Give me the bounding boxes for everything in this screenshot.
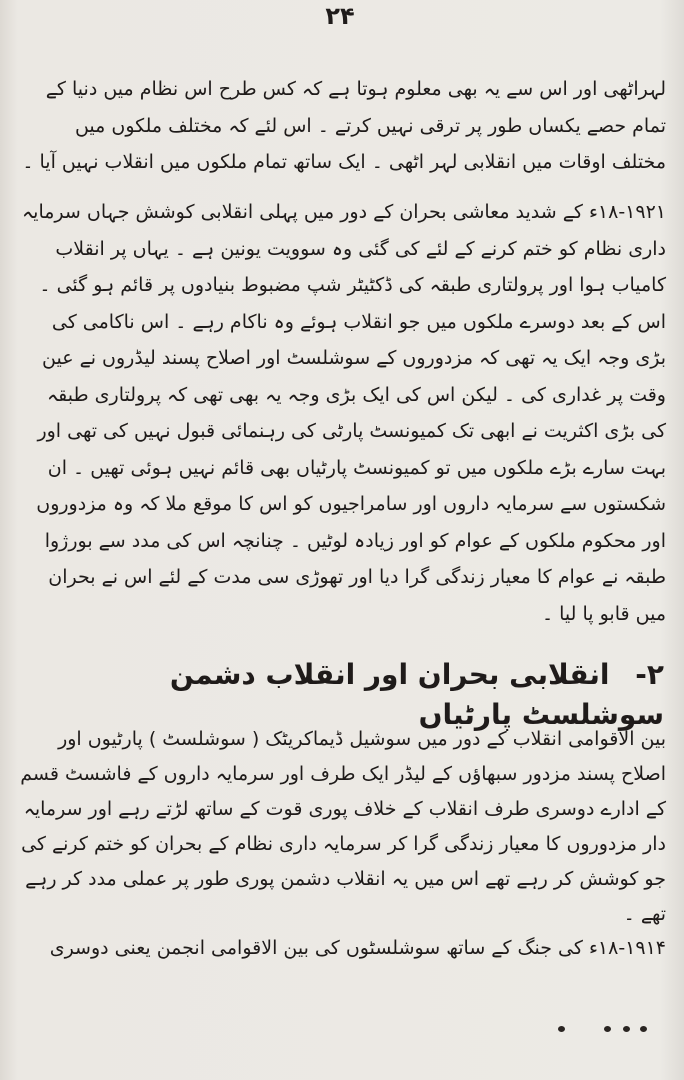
section-heading-title: انقلابی بحران اور انقلاب دشمن سوشلسٹ پارٹیاں bbox=[169, 658, 664, 731]
page-number: ۲۴ bbox=[325, 2, 355, 30]
section-heading-number: ۲- bbox=[635, 658, 664, 691]
ink-speck bbox=[623, 1026, 630, 1032]
ink-speck bbox=[558, 1026, 565, 1032]
paragraph-2: ۱۸-۱۹۲۱ء کے شدید معاشی بحران کے دور میں پہلی انقلابی کوشش جہاں سرمایہ داری نظام کو ختم کرنے کے لئے کی گئی وہ سوویت یونین ہے ۔ یہاں پر انقلاب کامیاب ہوا اور پرولتاری طبقہ کی ڈکٹیٹر شپ مضبوط بنیادوں پر قائم ہو گئی ۔ اس کے بعد دوسرے ملکوں میں جو انقلاب ہوئے وہ ناکام رہے ۔ اس ناکامی کی بڑی وجہ ایک یہ تھی کہ مزدوروں کے سوشلسٹ اور اصلاح پسند لیڈروں نے عین وقت پر غداری کی ۔ لیکن اس کی ایک بڑی وجہ یہ بھی تھی کہ پرولتاری طبقہ کی بڑی اکثریت نے ابھی تک کمیونسٹ پارٹی کی رہنمائی قبول نہیں کی تھی اور بہت سارے بڑے ملکوں میں تو کمیونسٹ پارٹیاں بھی قائم نہیں ہوئی تھیں ۔ ان شکستوں سے سرمایہ داروں اور سامراجیوں کو اس کا موقع ملا کہ وہ مزدوروں اور محکوم ملکوں کے عوام کو اور زیادہ لوٹیں ۔ چنانچہ اس کی مدد سے بورژوا طبقہ نے عوام کا معیار زندگی گرا دیا اور تھوڑی سی مدت کے لئے اس نے بحران میں قابو پا لیا ۔ bbox=[22, 201, 666, 625]
ink-speck bbox=[640, 1026, 647, 1032]
paragraph-1: لہراٹھی اور اس سے یہ بھی معلوم ہوتا ہے کہ کس طرح اس نظام میں دنیا کے تمام حصے یکساں طور پر ترقی نہیں کرتے ۔ اس لئے کہ مختلف ملکوں میں مختلف اوقات میں انقلابی لہر اٹھی ۔ ایک ساتھ تمام ملکوں میں انقلاب نہیں آیا ۔ bbox=[22, 78, 666, 173]
paragraph-3: بین الاقوامی انقلاب کے دور میں سوشیل ڈیماکریٹک ( سوشلسٹ ) پارٹیوں اور اصلاح پسند مزدور سبھاؤں کے لیڈر ایک طرف اور سرمایہ داروں کے فاشسٹ قسم کے ادارے دوسری طرف انقلاب کے خلاف پوری قوت کے ساتھ لڑتے رہے اور سرمایہ دار مزدوروں کا معیار زندگی گرا کر سرمایہ داری نظام کے بحران کو ختم کرنے کی جو کوشش کر رہے تھے اس میں یہ انقلاب دشمن پوری طور پر عملی مدد کر رہے تھے ۔ bbox=[20, 728, 666, 925]
paragraph-4: ۱۸-۱۹۱۴ء کی جنگ کے ساتھ سوشلسٹوں کی بین الاقوامی انجمن یعنی دوسری bbox=[49, 937, 666, 959]
ink-speck bbox=[604, 1026, 611, 1032]
